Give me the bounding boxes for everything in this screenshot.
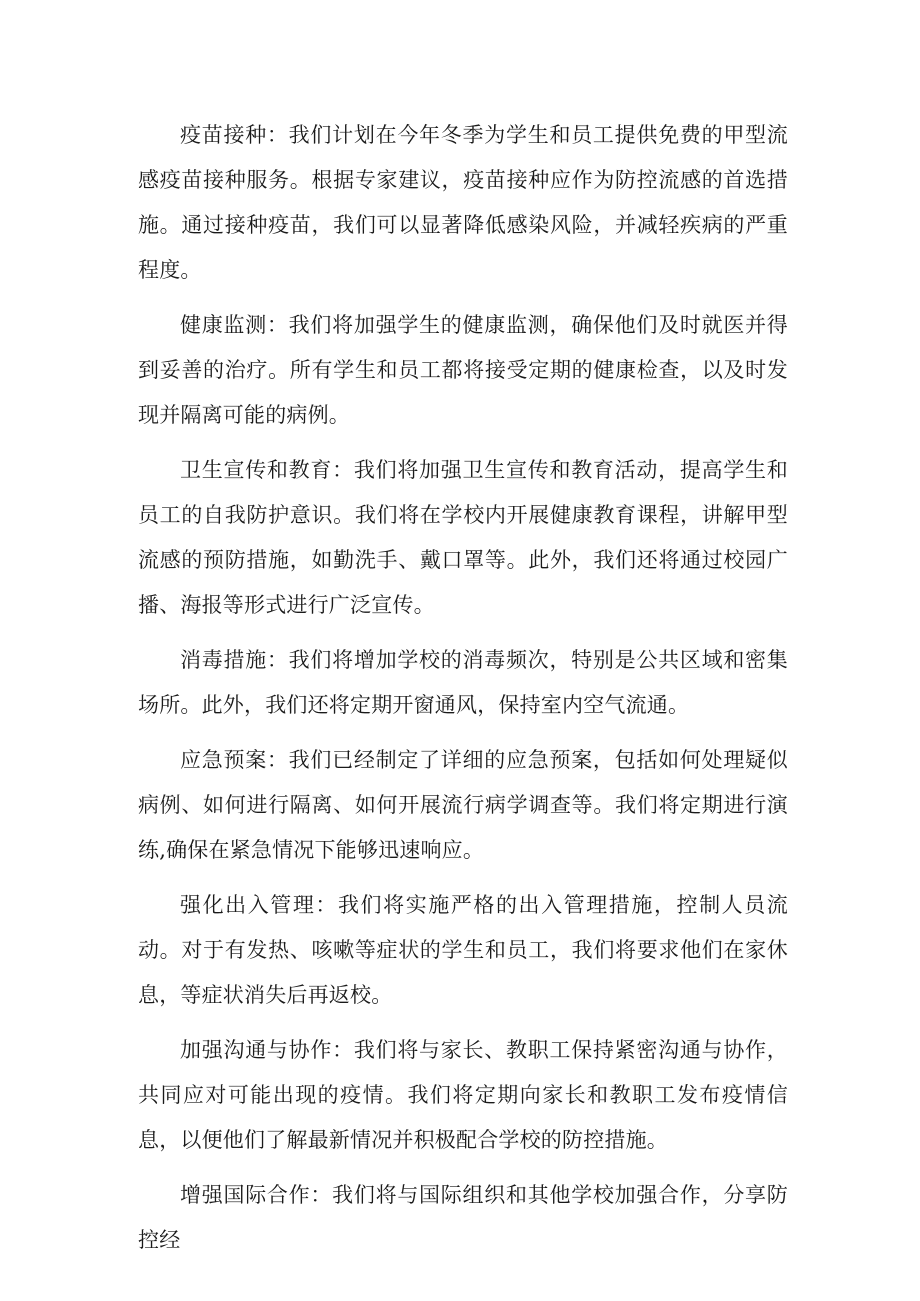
paragraph-access-management: 强化出入管理：我们将实施严格的出入管理措施，控制人员流动。对于有发热、咳嗽等症状的学生和员工，我们将要求他们在家休息，等症状消失后再返校。 <box>138 893 788 1007</box>
document-body <box>138 113 788 1273</box>
paragraph-communication: 加强沟通与协作：我们将与家长、教职工保持紧密沟通与协作，共同应对可能出现的疫情。我们将定期向家长和教职工发布疫情信息，以便他们了解最新情况并积极配合学校的防控措施。 <box>138 1038 788 1152</box>
paragraph-international-cooperation: 增强国际合作：我们将与国际组织和其他学校加强合作，分享防控经 <box>138 1183 788 1252</box>
paragraph-health-monitoring: 健康监测：我们将加强学生的健康监测，确保他们及时就医并得到妥善的治疗。所有学生和员工都将接受定期的健康检查，以及时发现并隔离可能的病例。 <box>138 313 788 427</box>
paragraph-emergency-plan: 应急预案：我们已经制定了详细的应急预案，包括如何处理疑似病例、如何进行隔离、如何开展流行病学调查等。我们将定期进行演练,确保在紧急情况下能够迅速响应。 <box>138 748 788 862</box>
paragraph-disinfection: 消毒措施：我们将增加学校的消毒频次，特别是公共区域和密集场所。此外，我们还将定期开窗通风，保持室内空气流通。 <box>138 648 788 717</box>
paragraph-hygiene-education: 卫生宣传和教育：我们将加强卫生宣传和教育活动，提高学生和员工的自我防护意识。我们将在学校内开展健康教育课程，讲解甲型流感的预防措施，如勤洗手、戴口罩等。此外，我们还将通过校园广播、海报等形式进行广泛宣传。 <box>138 458 788 617</box>
paragraph-vaccination: 疫苗接种：我们计划在今年冬季为学生和员工提供免费的甲型流感疫苗接种服务。根据专家建议，疫苗接种应作为防控流感的首选措施。通过接种疫苗，我们可以显著降低感染风险，并减轻疾病的严重程度。 <box>138 123 788 282</box>
